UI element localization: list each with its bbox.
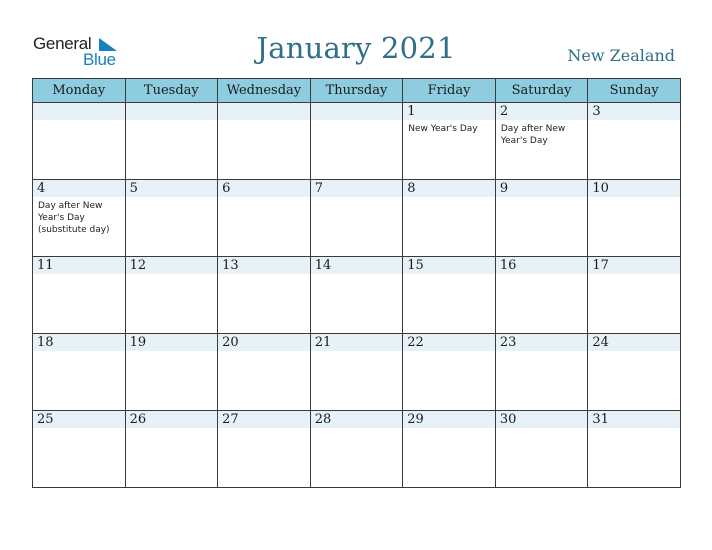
day-number: 31 bbox=[592, 412, 609, 427]
day-cell bbox=[495, 411, 588, 488]
weekday-header: Saturday bbox=[495, 79, 588, 103]
day-number: 6 bbox=[222, 181, 231, 196]
day-cell bbox=[310, 103, 403, 180]
day-cell bbox=[218, 411, 311, 488]
day-cell-band bbox=[218, 180, 310, 197]
holiday-label: Day after New Year's Day (substitute day) bbox=[38, 201, 110, 235]
day-number: 1 bbox=[407, 104, 416, 119]
day-cell bbox=[125, 411, 218, 488]
country-label: New Zealand bbox=[567, 46, 675, 65]
day-cell bbox=[495, 257, 588, 334]
day-number: 15 bbox=[407, 258, 424, 273]
weekday-header: Tuesday bbox=[125, 79, 218, 103]
day-cell bbox=[125, 334, 218, 411]
week-row bbox=[33, 180, 681, 257]
day-cell bbox=[588, 103, 681, 180]
day-cell-band bbox=[496, 103, 588, 120]
day-cell bbox=[33, 411, 126, 488]
day-cell-band bbox=[311, 103, 403, 120]
day-number: 2 bbox=[499, 104, 509, 119]
day-cell bbox=[588, 180, 681, 257]
holiday-label: Day after New Year's Day bbox=[500, 124, 566, 146]
weekday-header: Wednesday bbox=[218, 79, 311, 103]
day-cell bbox=[310, 180, 403, 257]
day-number: 11 bbox=[37, 258, 54, 273]
day-number: 27 bbox=[222, 412, 239, 427]
weekday-header: Friday bbox=[403, 79, 496, 103]
day-number: 26 bbox=[129, 412, 147, 427]
day-cell bbox=[33, 180, 126, 257]
week-row bbox=[33, 411, 681, 488]
day-cell bbox=[125, 180, 218, 257]
day-number: 20 bbox=[222, 335, 239, 350]
day-number: 21 bbox=[314, 335, 332, 350]
day-cell bbox=[403, 411, 496, 488]
day-cell-band bbox=[33, 180, 125, 197]
day-number: 4 bbox=[37, 181, 46, 196]
day-number: 16 bbox=[499, 258, 517, 273]
day-cell bbox=[495, 180, 588, 257]
day-number: 22 bbox=[407, 335, 424, 350]
day-cell bbox=[495, 334, 588, 411]
calendar-grid bbox=[32, 78, 681, 488]
week-row bbox=[33, 257, 681, 334]
day-cell bbox=[33, 334, 126, 411]
day-cell bbox=[310, 257, 403, 334]
day-cell-band bbox=[588, 103, 680, 120]
day-cell-band bbox=[126, 103, 218, 120]
day-number: 3 bbox=[592, 104, 601, 119]
day-cell bbox=[125, 103, 218, 180]
day-number: 17 bbox=[592, 258, 609, 273]
day-cell-band bbox=[311, 180, 403, 197]
day-number: 10 bbox=[592, 181, 609, 196]
day-cell bbox=[218, 180, 311, 257]
day-cell bbox=[218, 257, 311, 334]
day-number: 7 bbox=[314, 181, 323, 196]
day-number: 14 bbox=[314, 258, 332, 273]
day-cell bbox=[588, 411, 681, 488]
day-cell bbox=[310, 411, 403, 488]
day-cell bbox=[310, 334, 403, 411]
day-cell bbox=[218, 334, 311, 411]
logo-text-general: General bbox=[33, 34, 92, 53]
day-number: 13 bbox=[222, 258, 239, 273]
weekday-header: Thursday bbox=[310, 79, 403, 103]
week-row bbox=[33, 103, 681, 180]
day-cell bbox=[588, 334, 681, 411]
day-number: 29 bbox=[407, 412, 424, 427]
day-number: 9 bbox=[499, 181, 509, 196]
day-number: 19 bbox=[129, 335, 147, 350]
day-cell bbox=[218, 103, 311, 180]
holiday-label: New Year's Day bbox=[408, 124, 478, 134]
day-number: 5 bbox=[129, 181, 138, 196]
day-number: 25 bbox=[37, 412, 54, 427]
day-cell bbox=[403, 180, 496, 257]
logo-text-blue: Blue bbox=[83, 50, 116, 69]
day-cell bbox=[495, 103, 588, 180]
day-cell bbox=[33, 103, 126, 180]
day-cell bbox=[403, 103, 496, 180]
day-cell-band bbox=[496, 180, 588, 197]
day-number: 24 bbox=[592, 335, 609, 350]
calendar-title: January 2021 bbox=[256, 31, 456, 65]
weekday-header-row bbox=[33, 79, 681, 103]
weekday-header: Sunday bbox=[588, 79, 681, 103]
weekday-header: Monday bbox=[33, 79, 126, 103]
day-number: 18 bbox=[37, 335, 54, 350]
week-row bbox=[33, 334, 681, 411]
day-number: 8 bbox=[407, 181, 416, 196]
day-cell-band bbox=[403, 180, 495, 197]
day-cell bbox=[403, 257, 496, 334]
day-number: 30 bbox=[499, 412, 517, 427]
day-cell-band bbox=[218, 103, 310, 120]
day-cell-band bbox=[403, 103, 495, 120]
day-cell bbox=[33, 257, 126, 334]
day-cell bbox=[125, 257, 218, 334]
day-number: 12 bbox=[129, 258, 147, 273]
day-cell-band bbox=[33, 103, 125, 120]
day-cell-band bbox=[126, 180, 218, 197]
day-number: 23 bbox=[499, 335, 517, 350]
day-number: 28 bbox=[314, 412, 332, 427]
day-cell bbox=[403, 334, 496, 411]
day-cell bbox=[588, 257, 681, 334]
